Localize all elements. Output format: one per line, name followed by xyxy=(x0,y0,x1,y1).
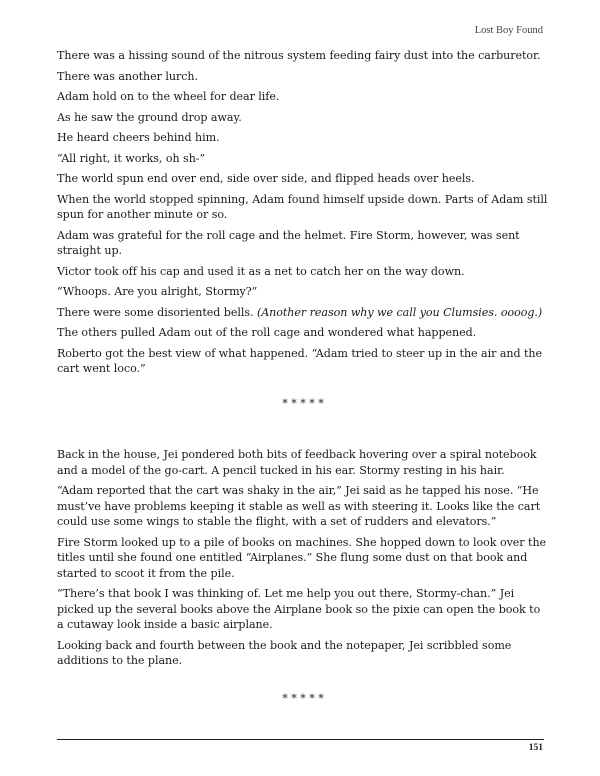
paragraph: Victor took off his cap and used it as a net to catch her on the way down. xyxy=(57,264,465,278)
scene-break: * * * * * xyxy=(282,396,324,410)
body-text xyxy=(57,48,549,706)
paragraph: Fire Storm looked up to a pile of books on machines. She hopped down to look over the titles until she found one entitled “Airplanes.” She flung some dust on that book and started to scoot it from the pile. xyxy=(57,535,547,580)
paragraph: “Whoops. Are you alright, Stormy?” xyxy=(57,285,258,298)
footer-rule xyxy=(57,739,544,740)
paragraph: Looking back and fourth between the book and the notepaper, Jei scribbled some additions to the plane. xyxy=(57,638,512,667)
bells-text: There were some disoriented bells. xyxy=(57,305,257,319)
paragraph: There was a hissing sound of the nitrous system feeding fairy dust into the carburetor. xyxy=(57,49,541,62)
paragraph: “There’s that book I was thinking of. Let me help you out there, Stormy-chan.” Jei picked up the several books above the Airplane book so the pixie can open the book to a cutaway look inside a basic airplane. xyxy=(57,587,541,631)
bells-italic-aside: (Another reason why we call you Clumsies. oooog.) xyxy=(256,305,543,319)
paragraph: The world spun end over end, side over side, and flipped heads over heels. xyxy=(57,172,475,185)
paragraph: Back in the house, Jei pondered both bits of feedback hovering over a spiral notebook and a model of the go-cart. A pencil tucked in his ear. Stormy resting in his hair. xyxy=(57,448,537,477)
page-number: 151 xyxy=(528,743,543,753)
paragraph: There was another lurch. xyxy=(57,69,198,83)
paragraph: Adam was grateful for the roll cage and the helmet. Fire Storm, however, was sent straight up. xyxy=(57,228,520,257)
running-head-title: Lost Boy Found xyxy=(474,25,543,36)
paragraph: Adam hold on to the wheel for dear life. xyxy=(57,90,280,103)
scene-break: * * * * * xyxy=(282,691,324,705)
paragraph: He heard cheers behind him. xyxy=(57,131,220,144)
paragraph-bells xyxy=(57,305,549,321)
paragraph: Roberto got the best view of what happened. “Adam tried to steer up in the air and the cart went loco.” xyxy=(57,346,543,375)
paragraph: “All right, it works, oh sh-” xyxy=(57,151,206,165)
paragraph: When the world stopped spinning, Adam found himself upside down. Parts of Adam still spun for another minute or so. xyxy=(57,192,548,221)
paragraph: “Adam reported that the cart was shaky in the air,” Jei said as he tapped his nose. “He must’ve have problems keeping it stable as well as with steering it. Looks like the cart could use some wings to stable the flight, with a set of rudders and elevators.” xyxy=(57,484,541,528)
paragraph: As he saw the ground drop away. xyxy=(57,110,242,124)
paragraph: The others pulled Adam out of the roll cage and wondered what happened. xyxy=(57,326,477,339)
